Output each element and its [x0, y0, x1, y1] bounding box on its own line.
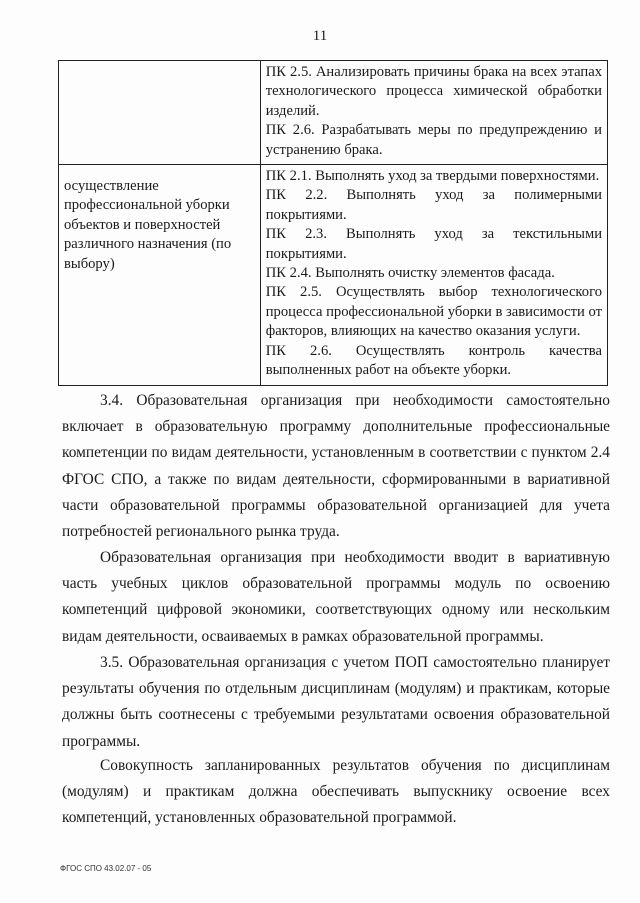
page-number: 11	[312, 28, 328, 44]
competency-cell	[260, 165, 607, 385]
competency-cell	[260, 61, 607, 165]
competency-item: ПК 2.1. Выполнять уход за твердыми поверхностями.	[265, 168, 600, 185]
paragraph-text: 3.4. Образовательная организация при необходимости самостоятельно включает в образовательную программу дополнительные профессиональные компетенции по видам деятельности, установленным в соответствии с пунктом 2.4 ФГОС СПО, а также по видам деятельности, сформированными в вариативной части образовательной программы образовательной организацией для учета потребностей регионального рынка труда.	[62, 392, 610, 541]
paragraph-3-5	[62, 650, 610, 755]
paragraph-text: Образовательная организация при необходимости вводит в вариативную часть учебных циклов образовательной программы модуль по освоению компетенций цифровой экономики, соответствующих одному или нескольким видам деятельности, осваиваемых в рамках образовательной программы.	[62, 549, 610, 645]
table-row	[59, 165, 608, 385]
competency-item: ПК 2.3. Выполнять уход за текстильными покрытиями.	[265, 226, 602, 262]
activity-cell: осуществление профессиональной уборки объектов и поверхностей различного назначения (по выбору)	[59, 165, 261, 385]
paragraph-digital-economy	[62, 545, 610, 650]
competency-item: ПК 2.5. Осуществлять выбор технологического процесса профессиональной уборки в зависимости от факторов, влияющих на качество оказания услуги.	[265, 284, 602, 340]
table-row	[59, 61, 608, 165]
competency-item: ПК 2.4. Выполнять очистку элементов фасада.	[265, 265, 555, 282]
document-footer-code: ФГОС СПО 43.02.07 - 05	[60, 864, 152, 873]
activity-cell	[59, 61, 261, 165]
paragraph-text: 3.5. Образовательная организация с учетом ПОП самостоятельно планирует результаты обучения по отдельным дисциплинам (модулям) и практикам, которые должны быть соотнесены с требуемыми результатами освоения образовательной программы.	[62, 654, 610, 750]
paragraph-text: Совокупность запланированных результатов обучения по дисциплинам (модулям) и практикам должна обеспечивать выпускнику освоение всех компетенций, установленных образовательной программой.	[62, 757, 610, 827]
competency-table	[58, 60, 608, 386]
paragraph-learning-outcomes	[62, 753, 610, 832]
paragraph-3-4	[62, 388, 610, 545]
competency-item: ПК 2.6. Осуществлять контроль качества выполненных работ на объекте уборки.	[265, 342, 602, 379]
competency-item: ПК 2.6. Разрабатывать меры по предупреждению и устранению брака.	[265, 122, 602, 158]
competency-item: ПК 2.2. Выполнять уход за полимерными покрытиями.	[265, 187, 602, 223]
competency-item: ПК 2.5. Анализировать причины брака на всех этапах технологического процесса химической обработки изделий.	[265, 64, 602, 119]
